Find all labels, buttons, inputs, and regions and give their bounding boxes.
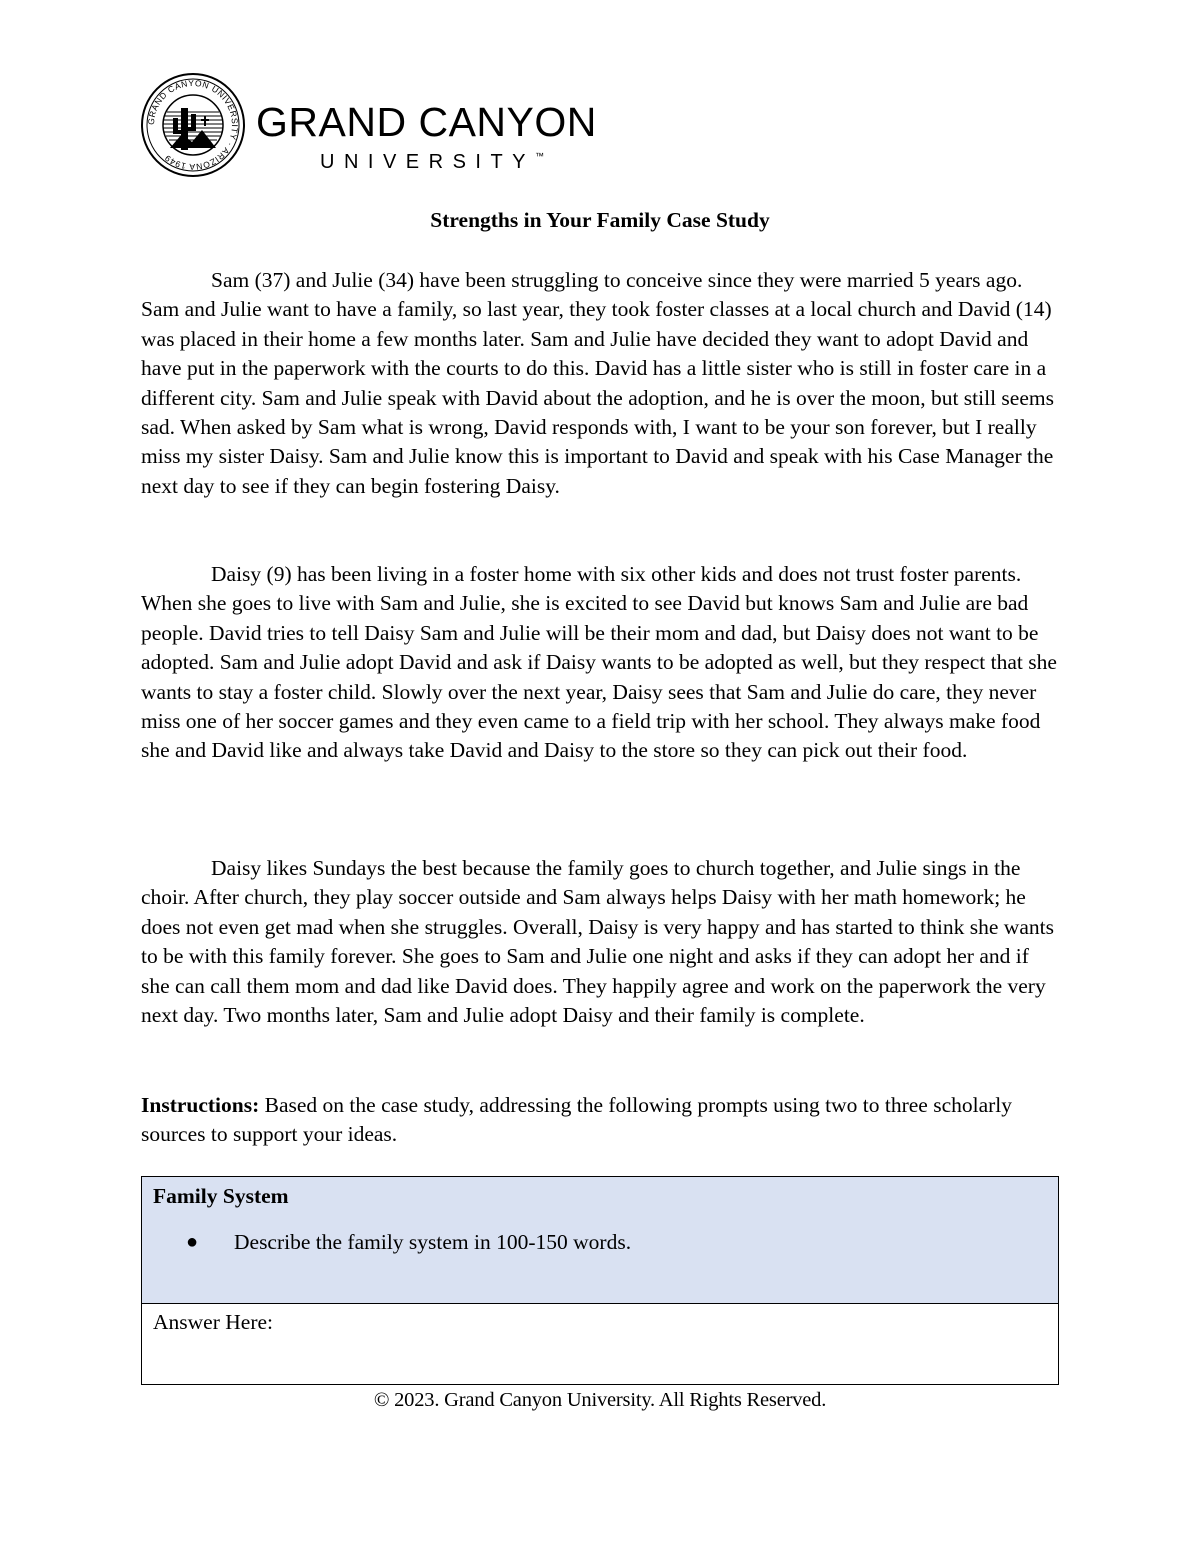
instructions-label: Instructions: (141, 1093, 260, 1117)
paragraph-text: Daisy (9) has been living in a foster home with six other kids and does not trust foster parents. When she goes to live with Sam and Julie, she is excited to see David but knows Sam and Julie are bad people. David tries to tell Daisy Sam and Julie will be their mom and dad, but Daisy does not want to be adopted. Sam and Julie adopt David and ask if Daisy wants to be adopted as well, but they respect that she wants to stay a foster child. Slowly over the next year, Daisy sees that Sam and Julie do care, they never miss one of her soccer games and they even came to a field trip with her school. They always make food she and David like and always take David and Daisy to the store so they can pick out their food. (141, 562, 1057, 763)
answer-label: Answer Here: (153, 1310, 273, 1334)
logo-wordmark-bottom-text: UNIVERSITY (320, 151, 536, 173)
trademark-symbol: ™ (535, 151, 545, 161)
case-paragraph-1 (141, 266, 1061, 501)
answer-cell[interactable] (142, 1304, 1058, 1384)
instructions-paragraph (141, 1091, 1061, 1150)
prompt-bullet-text: Describe the family system in 100-150 words. (234, 1230, 632, 1254)
instructions-text: Based on the case study, addressing the following prompts using two to three scholarly sources to support your ideas. (141, 1093, 1013, 1147)
case-paragraph-3 (141, 854, 1061, 1030)
seal-text: GRAND CANYON UNIVERSITY · ARIZONA 1949 (145, 77, 241, 173)
document-title: Strengths in Your Family Case Study (430, 208, 770, 232)
prompt-bullet-item (186, 1228, 1047, 1256)
logo-wordmark-top: GRAND CANYON (256, 99, 597, 145)
university-seal-icon (140, 72, 246, 178)
instructions-block (141, 1091, 1061, 1150)
university-logo (140, 72, 620, 182)
logo-wordmark-bottom (320, 152, 544, 172)
paragraph-text: Daisy likes Sundays the best because the family goes to church together, and Julie sings in the choir. After church, they play soccer outside and Sam always helps Daisy with her math homework; he does not even get mad when she struggles. Overall, Daisy is very happy and has started to think she wants to be with this family forever. She goes to Sam and Julie one night and asks if they can adopt her and if she can call them mom and dad like David does. They happily agree and work on the paperwork the very next day. Two months later, Sam and Julie adopt Daisy and their family is complete. (141, 856, 1054, 1028)
case-paragraph-2 (141, 560, 1061, 766)
copyright-footer: © 2023. Grand Canyon University. All Rights Reserved. (373, 1389, 827, 1411)
prompt-heading: Family System (153, 1184, 289, 1208)
paragraph-text: Sam (37) and Julie (34) have been struggling to conceive since they were married 5 years ago. Sam and Julie want to have a family, so last year, they took foster classes at a local church and David (14) was placed in their home a few months later. Sam and Julie have decided they want to adopt David and have put in the paperwork with the courts to do this. David has a little sister who is still in foster care in a different city. Sam and Julie speak with David about the adoption, and he is over the moon, but still seems sad. When asked by Sam what is wrong, David responds with, I want to be your son forever, but I really miss my sister Daisy. Sam and Julie know this is important to David and speak with his Case Manager the next day to see if they can begin fostering Daisy. (141, 268, 1054, 498)
prompt-bullet-list (153, 1228, 1047, 1256)
prompt-header-cell (142, 1177, 1058, 1304)
prompt-table (141, 1176, 1059, 1385)
bullet-icon: ● (186, 1231, 199, 1253)
